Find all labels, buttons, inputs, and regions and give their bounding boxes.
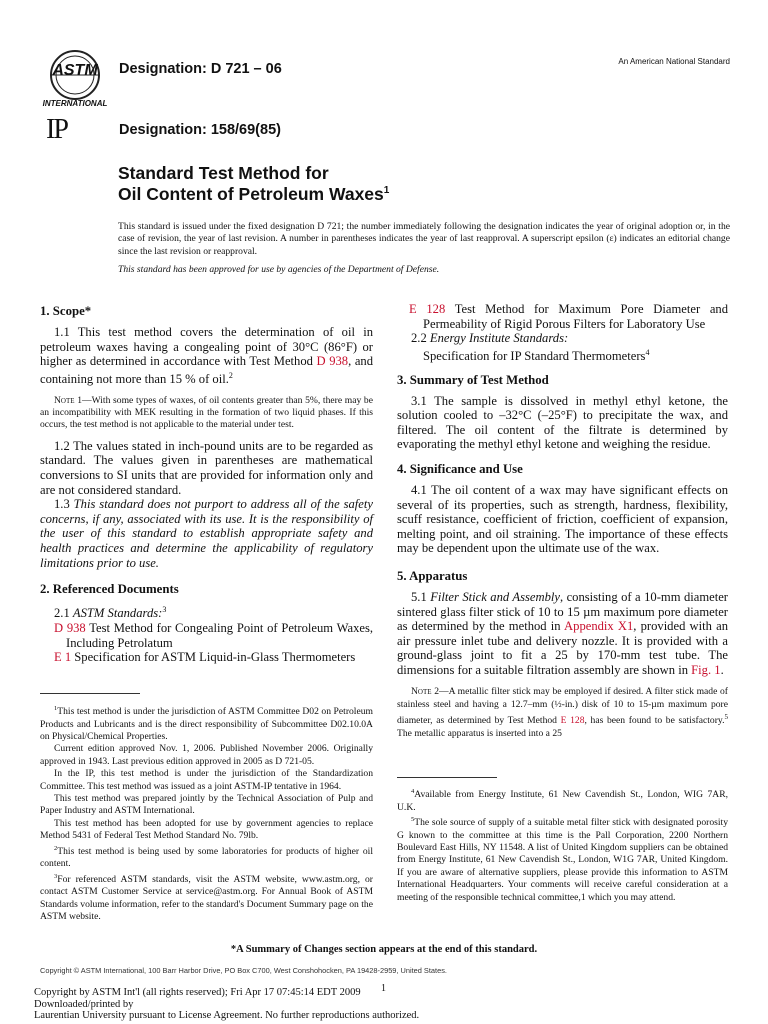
para-3-1: 3.1 The sample is dissolved in methyl ethyl ketone, the solution cooled to –32°C (–25°F) to precipitate the wax, and filtered. The oil content of the filtrate is determined by evaporating the methyl ethyl ketone and weighing the residue. xyxy=(397,393,728,452)
footnote-4 xyxy=(397,786,728,814)
ref-item-e128 xyxy=(397,302,728,331)
summary-changes-note: *A Summary of Changes section appears at the end of this standard. xyxy=(230,944,538,955)
footnotes-left xyxy=(40,703,373,923)
section-refdocs-title: 2. Referenced Documents xyxy=(40,582,179,597)
footnote-2-text: This test method is being used by some laboratories for products of higher oil content. xyxy=(40,845,373,870)
para-5-1 xyxy=(397,590,728,678)
title-sup: 1 xyxy=(383,185,390,197)
section-significance-title: 4. Significance and Use xyxy=(397,461,523,476)
astm-intl-text: INTERNATIONAL xyxy=(42,99,108,108)
para-1-2: 1.2 The values stated in inch-pound units are to be regarded as standard. The values given in parentheses are mathematical conversions to SI units that are provided for information only and are not considered standard. xyxy=(40,438,373,497)
ref-item-d938 xyxy=(40,621,373,650)
para-2-1-sup: 3 xyxy=(162,605,167,615)
para-2-1-num: 2.1 xyxy=(54,606,73,621)
link-ref-e1[interactable]: E 1 xyxy=(54,650,72,665)
footnote-5-sup: 5 xyxy=(411,816,415,823)
note-2-text-b: , has been found to be satisfactory. xyxy=(584,715,725,727)
footnote-4-sup: 4 xyxy=(411,788,415,795)
note-2-text-a: 2—A metallic filter stick may be employed if desired. A filter stick made of stainless steel and having a 12.7–mm (½-in.) disk of 10 to 15-µm maximum pore diameter, as determined by Test Method xyxy=(397,686,728,727)
ref-ip-text: Specification for IP Standard Thermometers xyxy=(423,348,646,363)
footnote-2 xyxy=(40,843,373,871)
ref-item-ip-thermometers xyxy=(397,346,728,364)
download-line-1: Copyright by ASTM Int'l (all rights reserved); Fri Apr 17 07:45:14 EDT 2009 xyxy=(34,987,361,998)
ip-logo-text: IP xyxy=(46,114,67,145)
designation-ip: Designation: 158/69(85) xyxy=(119,122,281,138)
footnote-2-sup: 2 xyxy=(54,844,58,852)
title-line2: Oil Content of Petroleum Waxes xyxy=(118,184,384,204)
para-5-1-text-a: , consisting of a 10-mm diameter sintered glass filter stick of 10 to 15 µm maximum pore diameter as determined by the method in xyxy=(397,589,729,634)
dod-approval: This standard has been approved for use by agencies of the Department of Defense. xyxy=(118,264,440,275)
link-ref-e128[interactable]: E 128 xyxy=(409,302,446,316)
para-2-2 xyxy=(397,331,728,346)
note-1-text: 1—With some types of waxes, of oil contents greater than 5%, there may be an incompatibility with MEK resulting in the formation of two liquid phases. If this occurs, the test method is not applicable to the material under test. xyxy=(40,394,373,431)
astm-logo xyxy=(40,48,110,112)
footnote-1-ip: In the IP, this test method is under the jurisdiction of the Standardization Committee. This test method was issued as a joint ASTM-IP tentative in 1964. xyxy=(40,768,373,792)
footnote-3-text: For referenced ASTM standards, visit the ASTM website, www.astm.org, or contact ASTM Customer Service at service@astm.org. For Annual Book of ASTM Standards volume information, refer to the standard's Document Summary page on the ASTM website. xyxy=(40,873,373,923)
footnote-1-adopted: This test method has been adopted for use by government agencies to replace Method 5431 of Federal Test Method Standard No. 79lb. xyxy=(40,817,373,842)
title-line1: Standard Test Method for xyxy=(118,163,329,183)
footnote-1 xyxy=(40,703,373,743)
para-1-1-text: 1.1 This test method covers the determination of oil in petroleum waxes having a congealing point of 30°C (86°F) or higher as determined in accordance with Test Method xyxy=(40,325,373,369)
footnote-5-text: The sole source of supply of a suitable metal filter stick with designated porosity G known to the committee at this time is the Pall Corporation, 2200 Northern Boulevard East Hills, NY 11548. A list of United Kingdom suppliers can be obtained from Energy Institute, 61 New Cavendish St., London, W1G 7AR, United Kingdom. If you are aware of alternative suppliers, please provide this information to ASTM International Headquarters. Your comments will receive careful consideration at a meeting of the responsible technical committee,1 which you may attend. xyxy=(397,817,728,903)
footnote-3-sup: 3 xyxy=(54,872,58,880)
footnote-5 xyxy=(397,814,728,904)
designation-astm: Designation: D 721 – 06 xyxy=(119,61,282,77)
link-ref-d938[interactable]: D 938 xyxy=(54,620,86,635)
para-2-1 xyxy=(40,603,373,621)
note-1 xyxy=(40,395,373,432)
para-2-1-text: ASTM Standards: xyxy=(72,606,163,621)
note-1-label: Note xyxy=(54,394,75,406)
footnote-4-text: Available from Energy Institute, 61 New Cavendish St., London, WIG 7AR, U.K. xyxy=(397,789,728,813)
ref-d938-text: Test Method for Congealing Point of Petroleum Waxes, Including Petrolatum xyxy=(66,620,374,650)
note-2-sup: 5 xyxy=(724,713,728,722)
para-1-1 xyxy=(40,325,373,387)
para-1-3-text: This standard does not purport to address all of the safety concerns, if any, associated with its use. It is the responsibility of the user of this standard to establish appropriate safety and health practices and determine the applicability of regulatory limitations prior to use. xyxy=(40,497,373,570)
ref-ip-sup: 4 xyxy=(645,347,650,357)
ref-e128-text: Test Method for Maximum Pore Diameter and Permeability of Rigid Porous Filters for Laboratory Use xyxy=(423,302,728,331)
ref-e1-text: Specification for ASTM Liquid-in-Glass Thermometers xyxy=(71,650,356,665)
footnote-3 xyxy=(40,871,373,924)
link-note2-e128[interactable]: E 128 xyxy=(560,715,585,727)
page-number: 1 xyxy=(381,983,386,994)
para-1-3 xyxy=(40,497,373,570)
footnote-divider-left xyxy=(40,693,140,694)
intro-text: This standard is issued under the fixed designation D 721; the number immediately following the designation indicates the year of original adoption or, in the case of revision, the year of last revision. A number in parentheses indicates the year of last reapproval. A superscript epsilon (ε) indicates an editorial change since the last revision or reapproval. xyxy=(118,221,730,257)
section-summary-title: 3. Summary of Test Method xyxy=(397,372,549,387)
footnote-divider-right xyxy=(397,777,497,778)
footnote-1-prepared: This test method was prepared jointly by the Technical Association of Pulp and Paper Industry and ASTM International. xyxy=(40,793,373,817)
footnote-1-text: This test method is under the jurisdiction of ASTM Committee D02 on Petroleum Products and Lubricants and is the direct responsibility of Subcommittee D02.10.0A on Physical/Chemical Properties. xyxy=(40,706,373,742)
download-info xyxy=(34,987,419,1022)
right-column xyxy=(397,302,728,740)
para-5-1-text-b: , provided with an air pressure inlet tube and delivery nozzle. It is provided with a ground-glass joint to fit a 25 by 170-mm test tube. The dimensions for a suitable filtration assembly are shown in xyxy=(397,619,728,677)
section-scope-title: 1. Scope* xyxy=(40,304,92,318)
page-title xyxy=(118,184,389,205)
footnote-1-sup: 1 xyxy=(54,705,58,712)
para-5-1-text-c: . xyxy=(720,662,724,677)
copyright-line: Copyright © ASTM International, 100 Barr Harbor Drive, PO Box C700, West Conshohocken, PA 19428-2959, United States. xyxy=(40,966,447,975)
para-5-1-italic: Filter Stick and Assembly xyxy=(430,589,560,604)
note-2 xyxy=(397,686,728,740)
para-2-2-num: 2.2 xyxy=(411,331,430,346)
note-2-label: Note xyxy=(411,686,432,698)
national-standard-label: An American National Standard xyxy=(618,57,730,66)
footnotes-right xyxy=(397,786,728,904)
ref-item-e1 xyxy=(40,650,373,665)
footnote-1-current: Current edition approved Nov. 1, 2006. Published November 2006. Originally approved in 1943. Last previous edition approved in 2005 as D 721-05. xyxy=(40,743,373,767)
download-line-2: Downloaded/printed by xyxy=(34,998,134,1010)
left-column xyxy=(40,298,373,665)
download-line-3: Laurentian University pursuant to License Agreement. No further reproductions authorized. xyxy=(34,1010,420,1022)
para-1-3-num: 1.3 xyxy=(54,497,74,512)
link-d938[interactable]: D 938 xyxy=(316,354,349,369)
para-5-1-num: 5.1 xyxy=(411,589,431,604)
para-4-1: 4.1 The oil content of a wax may have significant effects on several of its properties, such as strength, hardness, flexibility, scuff resistance, coefficient of friction, coefficient of expansion, melting point, and oil straining. The importance of these effects may be dependent upon the ultimate use of the wax. xyxy=(397,482,728,556)
note-2-text-c: The metallic apparatus is inserted into a 25 xyxy=(397,727,562,739)
section-apparatus-title: 5. Apparatus xyxy=(397,568,468,583)
link-fig-1[interactable]: Fig. 1 xyxy=(691,662,721,677)
ip-logo xyxy=(46,114,67,146)
astm-logo-text: ASTM xyxy=(52,62,98,79)
para-1-1-sup: 2 xyxy=(228,370,233,380)
para-2-2-text: Energy Institute Standards: xyxy=(429,331,569,346)
para-1-1-text-b: , and containing not more than 15 % of oil. xyxy=(40,354,374,386)
link-appendix-x1[interactable]: Appendix X1 xyxy=(564,619,634,634)
